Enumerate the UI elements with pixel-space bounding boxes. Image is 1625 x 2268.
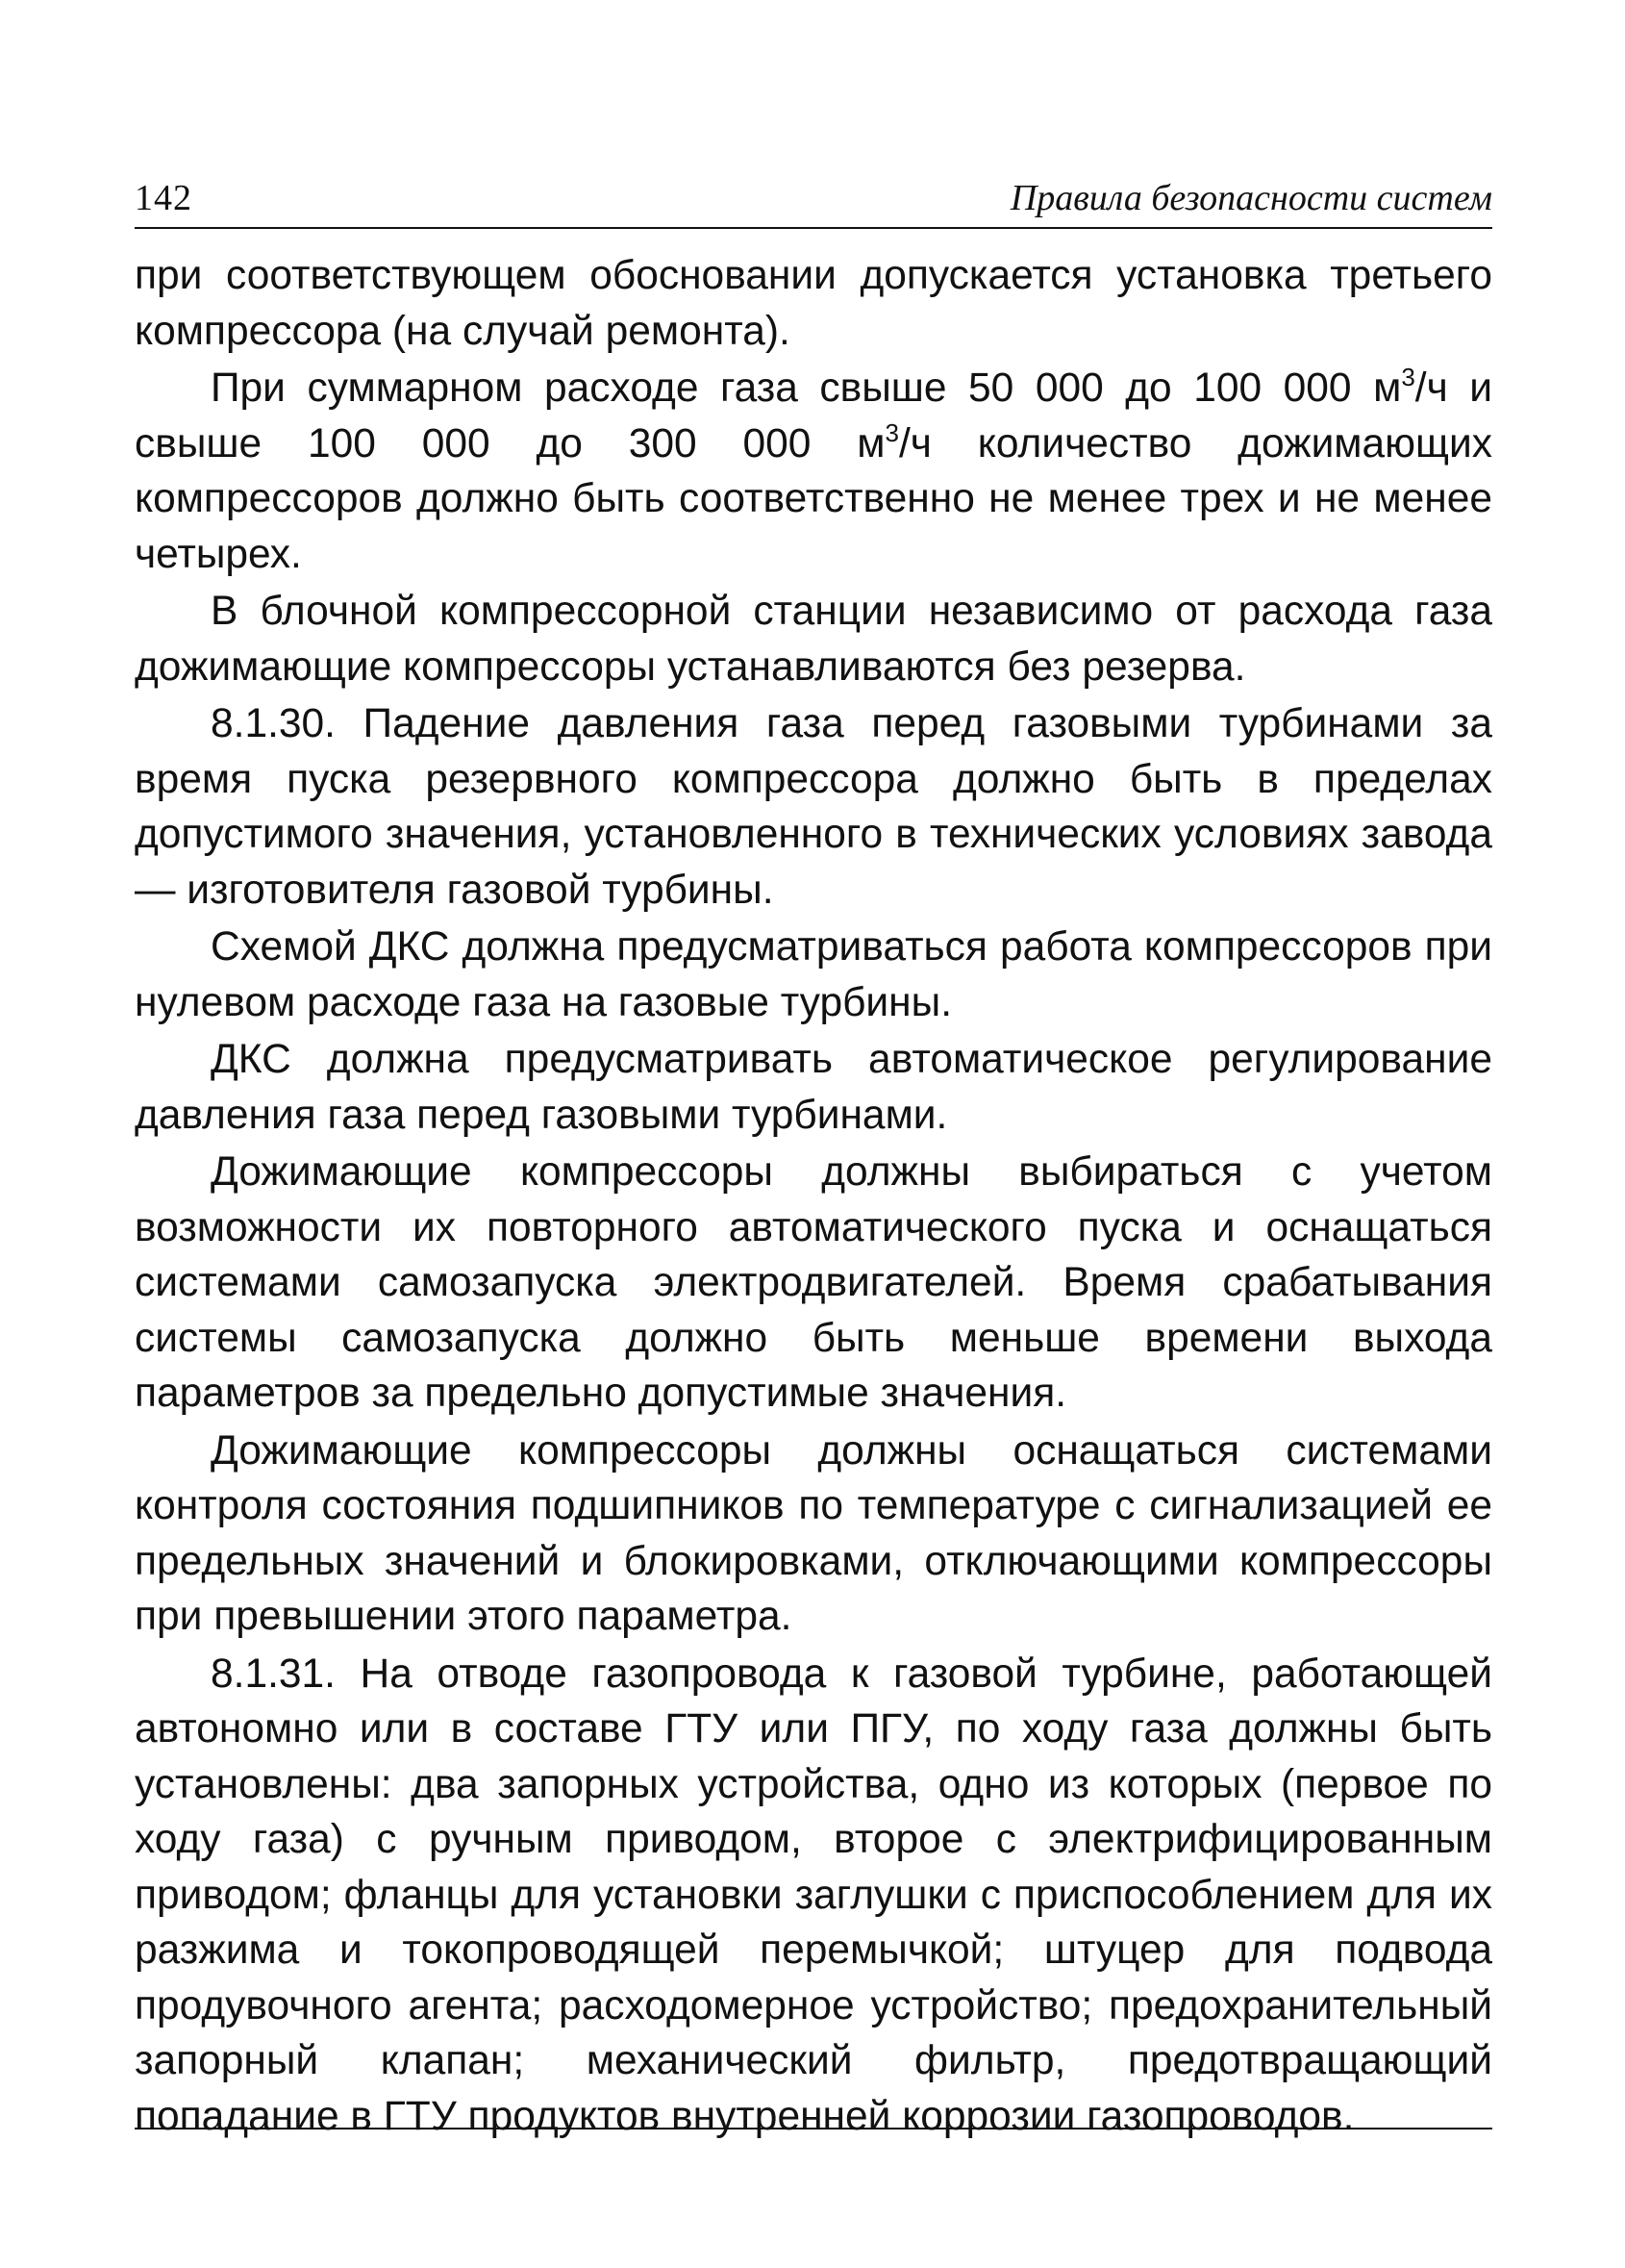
paragraph-bearing-control: Дожимающие компрессоры должны оснащаться системами контроля состояния подшипников по температуре с сигнализацией ее предельных значений и блокировками, отключающими компрессоры при превышении этого параметра. — [135, 1427, 1492, 1639]
page-number: 142 — [135, 178, 192, 218]
superscript-three: 3 — [885, 417, 899, 447]
header-rule — [135, 227, 1492, 229]
paragraph-text-part: /ч и свыше 100 000 до 300 000 м — [135, 365, 1492, 466]
paragraph-8-1-30: 8.1.30. Падение давления газа перед газовыми турбинами за время пуска резервного компрессора должно быть в пределах допустимого значения, установленного в технических условиях завода — изготовителя газовой турбины. — [135, 701, 1492, 913]
footer-rule — [135, 2128, 1492, 2129]
paragraph-continuation: при соответствующем обосновании допускается установка третьего компрессора (на случай ремонта). — [135, 253, 1492, 354]
superscript-three: 3 — [1401, 363, 1415, 391]
paragraph-dks-scheme: Схемой ДКС должна предусматриваться работа компрессоров при нулевом расходе газа на газовые турбины. — [135, 924, 1492, 1025]
paragraph-text-part: /ч количество дожимающих компрессоров должно быть соответственно не менее трех и не менее четырех. — [135, 420, 1492, 577]
paragraph-compressor-selection: Дожимающие компрессоры должны выбираться с учетом возможности их повторного автоматического пуска и оснащаться системами самозапуска электродвигателей. Время срабатывания системы самозапуска должно быть меньше времени выхода параметров за предельно допустимые значения. — [135, 1149, 1492, 1416]
body-text — [135, 248, 1492, 2146]
page-header — [135, 175, 1492, 229]
paragraph-block-station: В блочной компрессорной станции независимо от расхода газа дожимающие компрессоры устанавливаются без резерва. — [135, 589, 1492, 690]
running-title: Правила безопасности систем — [1010, 178, 1492, 218]
paragraph-text-part: При суммарном расходе газа свыше 50 000 до 100 000 м — [211, 365, 1402, 411]
paragraph-8-1-31: 8.1.31. На отводе газопровода к газовой турбине, работающей автономно или в составе ГТУ или ПГУ, по ходу газа должны быть установлены: два запорных устройства, одно из которых (первое по ходу газа) с ручным приводом, второе с электрифицированным приводом; фланцы для установки заглушки с приспособлением для их разжима и токопроводящей перемычкой; штуцер для подвода продувочного агента; расходомерное устройство; предохранительный запорный клапан; механический фильтр, предотвращающий попадание в ГТУ продуктов внутренней коррозии газопроводов. — [135, 1651, 1492, 2139]
paragraph-dks-regulation: ДКС должна предусматривать автоматическое регулирование давления газа перед газовыми турбинами. — [135, 1037, 1492, 1138]
paragraph-compressor-count — [135, 361, 1492, 582]
